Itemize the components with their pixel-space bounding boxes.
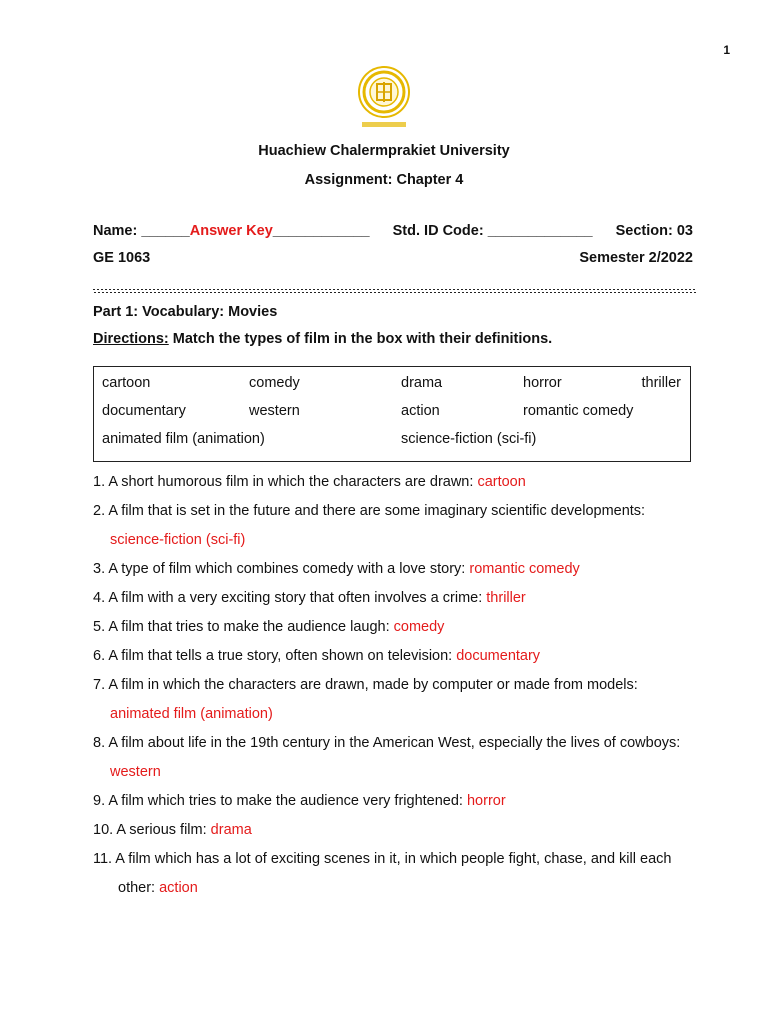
course-code: GE 1063 [93,250,151,266]
word-box [93,366,691,462]
page-number: 1 [723,43,730,57]
question-5 [93,619,444,635]
part-title: Part 1: Vocabulary: Movies [93,304,278,320]
word-documentary: documentary [102,403,186,419]
question-text: 5. A film that tries to make the audience laugh: [93,619,394,635]
divider [93,289,696,293]
answer: drama [210,822,252,838]
word-drama: drama [401,375,443,391]
course-row [93,250,693,266]
answer: animated film (animation) [110,706,273,722]
answer: science-fiction (sci-fi) [110,532,246,548]
word-cartoon: cartoon [102,375,151,391]
answer: comedy [393,619,445,635]
semester: Semester 2/2022 [579,250,693,266]
std-id-field: Std. ID Code: _____________ [392,223,593,239]
answer: documentary [456,648,541,664]
name-value: Answer Key [189,223,273,239]
answer-7 [110,706,273,722]
word-action: action [401,403,440,419]
word-animated-film: animated film (animation) [102,431,265,447]
section-field: Section: 03 [615,223,693,239]
answer: horror [466,793,506,809]
question-9 [93,793,506,809]
answer: cartoon [477,474,526,490]
assignment-title: Assignment: Chapter 4 [304,172,464,188]
answer-2 [110,532,245,548]
question-11: 11. A film which has a lot of exciting scenes in it, in which people fight, chase, and kill each [93,851,672,867]
directions [93,331,693,347]
answer-8 [110,764,161,780]
question-11-cont [118,880,198,896]
question-7: 7. A film in which the characters are drawn, made by computer or made from models: [93,677,638,693]
name-field [93,223,370,239]
answer: action [159,880,198,896]
question-2: 2. A film that is set in the future and there are some imaginary scientific developments: [93,503,646,519]
answer: romantic comedy [469,561,580,577]
university-logo [356,66,412,132]
answer: western [110,764,161,780]
student-info-row [93,223,693,239]
question-1 [93,474,526,490]
question-8: 8. A film about life in the 19th century in the American West, especially the lives of cowboys: [93,735,681,751]
question-text: 9. A film which tries to make the audience very frightened: [93,793,467,809]
question-text: 1. A short humorous film in which the characters are drawn: [93,474,478,490]
name-trail: ____________ [272,223,370,239]
word-western: western [249,403,300,419]
word-science-fiction: science-fiction (sci-fi) [401,431,537,447]
question-3 [93,561,580,577]
question-text: 10. A serious film: [93,822,211,838]
question-text: 3. A type of film which combines comedy with a love story: [93,561,470,577]
question-text: 6. A film that tells a true story, often shown on television: [93,648,457,664]
word-horror: horror [523,375,562,391]
name-label: Name: ______ [93,223,190,239]
question-10 [93,822,252,838]
word-comedy: comedy [249,375,300,391]
directions-label: Directions: [93,331,169,347]
question-text: 4. A film with a very exciting story that often involves a crime: [93,590,487,606]
question-text: other: [118,880,160,896]
answer: thriller [486,590,526,606]
question-4 [93,590,526,606]
university-name: Huachiew Chalermprakiet University [258,143,510,159]
directions-text: Match the types of film in the box with their definitions. [168,331,553,347]
question-6 [93,648,540,664]
word-romantic-comedy: romantic comedy [523,403,634,419]
word-thriller: thriller [641,375,681,391]
